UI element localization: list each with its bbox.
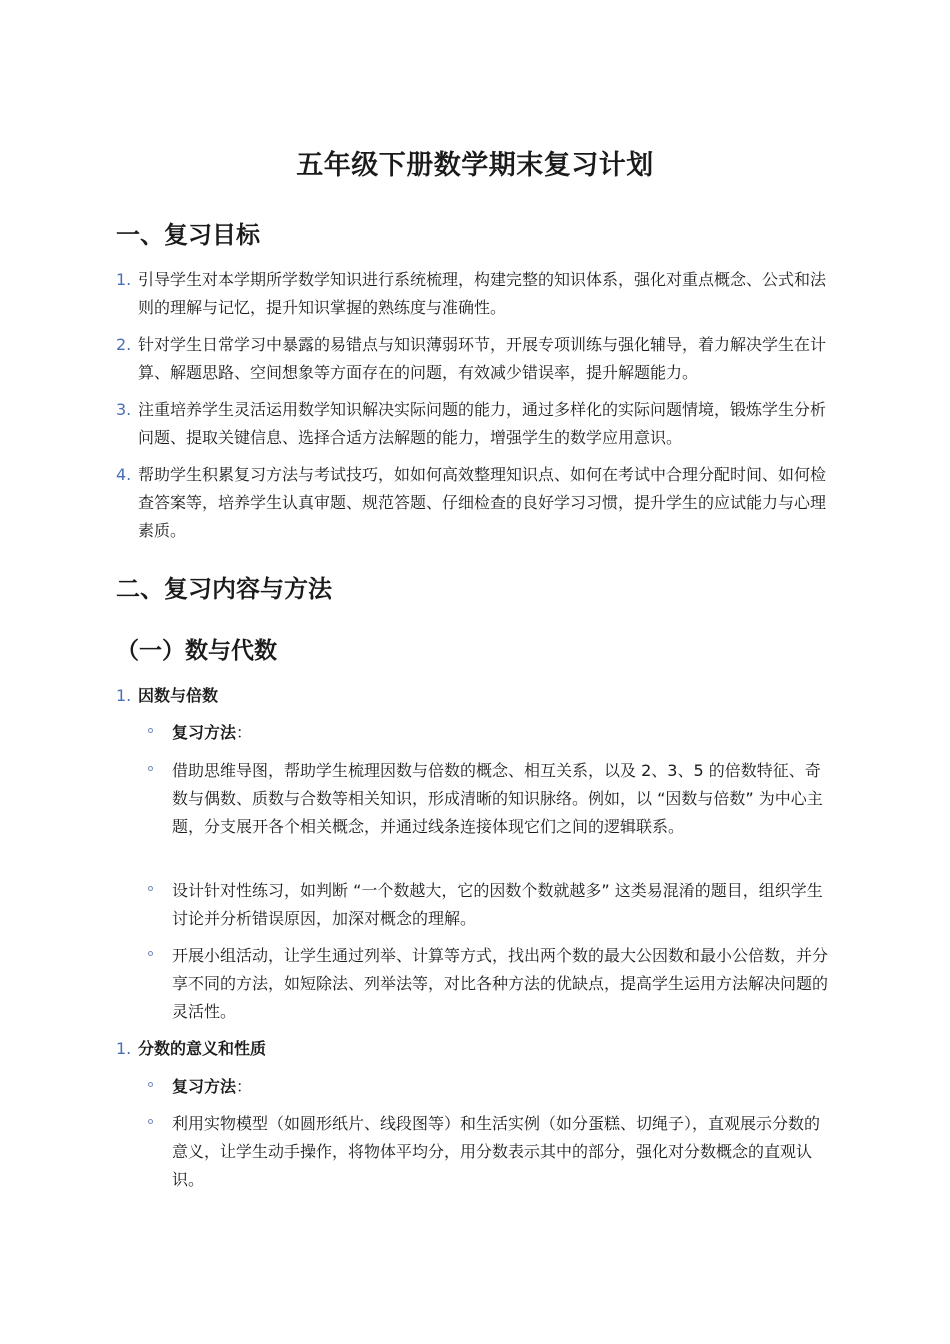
bullet-item bbox=[148, 757, 834, 841]
list-number: 1. bbox=[116, 1039, 132, 1058]
bullet-circle-icon bbox=[148, 1119, 153, 1124]
list-item bbox=[116, 266, 836, 322]
method-colon: ： bbox=[236, 1077, 253, 1096]
bullet-item bbox=[148, 877, 834, 933]
list-item bbox=[116, 396, 836, 452]
topic-title: 因数与倍数 bbox=[138, 686, 219, 705]
list-item-text: 针对学生日常学习中暴露的易错点与知识薄弱环节，开展专项训练与强化辅导，着力解决学生在计算、解题思路、空间想象等方面存在的问题，有效减少错误率，提升解题能力。 bbox=[138, 335, 827, 382]
list-number: 3. bbox=[116, 400, 132, 419]
bullet-item bbox=[148, 942, 834, 1026]
bullet-circle-icon bbox=[148, 766, 153, 771]
topic-title: 分数的意义和性质 bbox=[138, 1039, 267, 1058]
topic-item bbox=[116, 682, 836, 710]
bullet-text: 借助思维导图，帮助学生梳理因数与倍数的概念、相互关系，以及 2、3、5 的倍数特征、奇数与偶数、质数与合数等相关知识，形成清晰的知识脉络。例如，以 “因数与倍数” 为中心主题，分支展开各个相关概念，并通过线条连接体现它们之间的逻辑联系。 bbox=[172, 761, 823, 836]
bullet-item bbox=[148, 719, 834, 747]
list-number: 4. bbox=[116, 465, 132, 484]
bullet-item bbox=[148, 1110, 834, 1194]
section-heading-content-methods: 二、复习内容与方法 bbox=[116, 575, 332, 603]
bullet-circle-icon bbox=[148, 951, 153, 956]
bullet-circle-icon bbox=[148, 728, 153, 733]
bullet-item bbox=[148, 1073, 834, 1101]
method-colon: ： bbox=[236, 723, 253, 742]
bullet-circle-icon bbox=[148, 886, 153, 891]
page-title: 五年级下册数学期末复习计划 bbox=[296, 150, 654, 181]
topic-item bbox=[116, 1035, 836, 1063]
method-label: 复习方法 bbox=[172, 1077, 237, 1096]
bullet-text: 利用实物模型（如圆形纸片、线段图等）和生活实例（如分蛋糕、切绳子），直观展示分数的意义，让学生动手操作，将物体平均分，用分数表示其中的部分，强化对分数概念的直观认识。 bbox=[172, 1114, 821, 1189]
method-label: 复习方法 bbox=[172, 723, 237, 742]
list-item bbox=[116, 461, 836, 545]
list-number: 1. bbox=[116, 686, 132, 705]
list-item-text: 注重培养学生灵活运用数学知识解决实际问题的能力，通过多样化的实际问题情境，锻炼学生分析问题、提取关键信息、选择合适方法解题的能力，增强学生的数学应用意识。 bbox=[138, 400, 827, 447]
bullet-circle-icon bbox=[148, 1082, 153, 1087]
list-number: 1. bbox=[116, 270, 132, 289]
list-item-text: 帮助学生积累复习方法与考试技巧，如如何高效整理知识点、如何在考试中合理分配时间、如何检查答案等，培养学生认真审题、规范答题、仔细检查的良好学习习惯，提升学生的应试能力与心理素质。 bbox=[138, 465, 827, 540]
section-heading-goals: 一、复习目标 bbox=[116, 221, 260, 249]
subsection-heading-number-algebra: （一）数与代数 bbox=[116, 638, 277, 664]
bullet-text: 开展小组活动，让学生通过列举、计算等方式，找出两个数的最大公因数和最小公倍数，并分享不同的方法，如短除法、列举法等，对比各种方法的优缺点，提高学生运用方法解决问题的灵活性。 bbox=[172, 946, 829, 1021]
list-item bbox=[116, 331, 836, 387]
list-item-text: 引导学生对本学期所学数学知识进行系统梳理，构建完整的知识体系，强化对重点概念、公式和法则的理解与记忆，提升知识掌握的熟练度与准确性。 bbox=[138, 270, 827, 317]
list-number: 2. bbox=[116, 335, 132, 354]
bullet-text: 设计针对性练习，如判断 “一个数越大，它的因数个数就越多” 这类易混淆的题目，组织学生讨论并分析错误原因，加深对概念的理解。 bbox=[172, 881, 823, 928]
